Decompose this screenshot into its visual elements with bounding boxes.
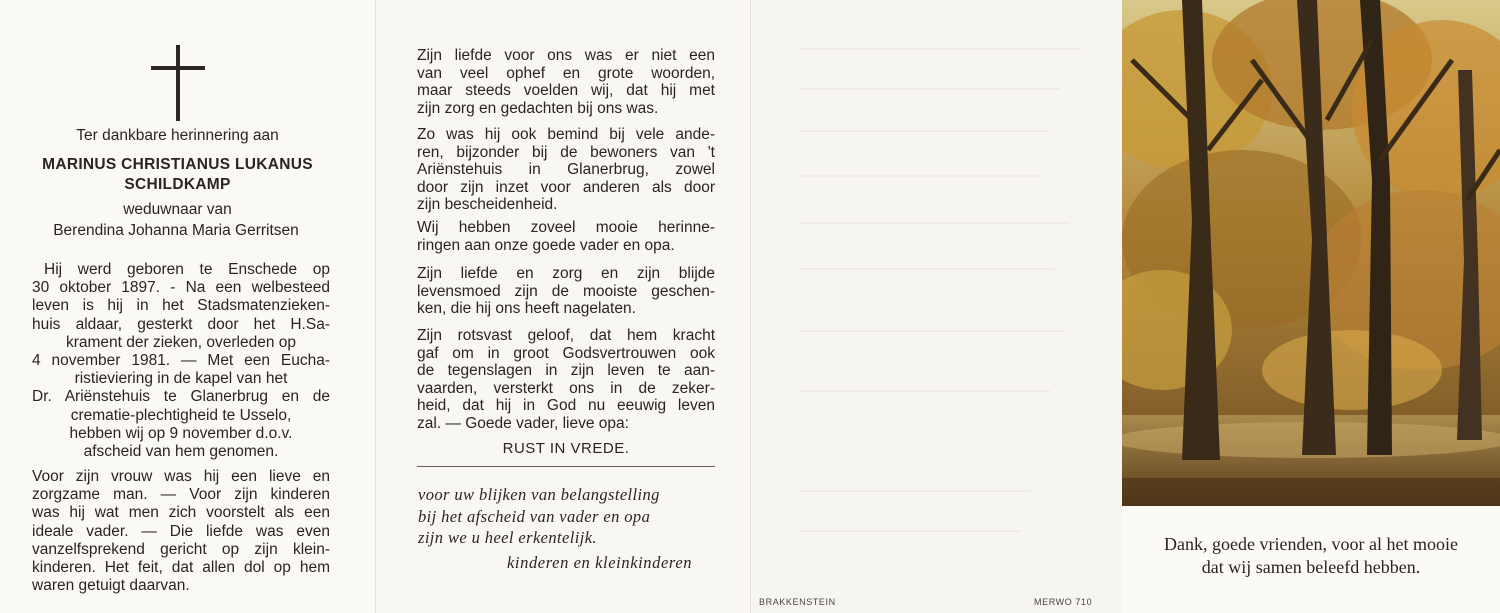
text-line: ken, die hij ons heeft nagelaten. xyxy=(417,300,636,318)
bio-line: hebben wij op 9 november d.o.v. xyxy=(69,424,293,442)
text-line: door zijn inzet voor anderen als door xyxy=(417,178,715,196)
text-line: de tegenslagen in zijn leven te aan- xyxy=(417,362,715,380)
caption-line: dat wij samen beleefd hebben. xyxy=(1201,557,1421,577)
middle-paragraph-2 xyxy=(417,126,715,214)
family-line: kinderen. Het feit, dat allen dol op hem xyxy=(32,558,330,576)
text-line: vaarden, versterkt ons in de zeker- xyxy=(417,379,715,397)
family-line: was hij wat men zich voorstelt als een xyxy=(32,504,330,522)
photo-caption xyxy=(1122,533,1500,579)
text-line: zal. — Goede vader, lieve opa: xyxy=(417,414,629,432)
family-line: ideale vader. — Die liefde was even xyxy=(32,522,330,540)
autumn-forest-photo xyxy=(1122,0,1500,506)
text-line: zijn bescheidenheid. xyxy=(417,196,558,214)
bio-line: Dr. Ariënstehuis te Glanerbrug en de xyxy=(32,388,330,406)
thanks-line: voor uw blijken van belangstelling xyxy=(418,485,660,504)
text-line: maar steeds voelden wij, dat hij met xyxy=(417,82,715,100)
family-paragraph xyxy=(32,468,330,595)
bio-line: huis aldaar, gesterkt door het H.Sa- xyxy=(32,315,330,333)
text-line: zijn zorg en gedachten bij ons was. xyxy=(417,99,659,117)
text-line: Zijn liefde en zorg en zijn blijde xyxy=(417,265,715,282)
text-line: van veel ophef en grote woorden, xyxy=(417,64,715,82)
text-line: heid, dat hij in God nu eeuwig leven xyxy=(417,397,715,415)
spouse-name: Berendina Johanna Maria Gerritsen xyxy=(53,222,299,239)
deceased-name-line1: MARINUS CHRISTIANUS LUKANUS xyxy=(42,156,313,173)
text-line: gaf om in groot Godsvertrouwen ook xyxy=(417,344,715,362)
relation-text: weduwnaar van xyxy=(123,201,232,218)
middle-paragraph-3 xyxy=(417,219,715,254)
fold-line xyxy=(750,0,751,613)
thanks-line: bij het afscheid van vader en opa xyxy=(418,506,651,526)
deceased-name-line2: SCHILDKAMP xyxy=(124,176,231,193)
bio-line: krament der zieken, overleden op xyxy=(65,333,297,351)
text-line: ringen aan onze goede vader en opa. xyxy=(417,236,675,254)
caption-line: Dank, goede vrienden, voor al het mooie xyxy=(1164,534,1458,554)
bio-line: leven is hij in het Stadsmatenzieken- xyxy=(32,297,330,315)
signature-text: kinderen en kleinkinderen xyxy=(507,553,693,572)
thanks-line: zijn we u heel erkentelijk. xyxy=(418,528,597,547)
bio-line: afscheid van hem genomen. xyxy=(83,442,279,460)
family-line: vanzelfsprekend gericht op zijn klein- xyxy=(32,540,330,558)
text-line: levensmoed zijn de mooiste geschen- xyxy=(417,282,715,300)
back-card-panel xyxy=(750,0,1122,613)
family-line: waren getuigt daarvan. xyxy=(32,577,190,595)
biography-paragraph xyxy=(32,261,330,461)
bio-line: crematie-plechtigheid te Usselo, xyxy=(70,406,292,424)
family-line: zorgzame man. — Voor zijn kinderen xyxy=(32,486,330,504)
text-line: ren, bijzonder bij de bewoners van 't xyxy=(417,143,715,161)
family-line: Voor zijn vrouw was hij een lieve en xyxy=(32,468,330,485)
cross-icon xyxy=(151,45,205,121)
text-line: Zijn rotsvast geloof, dat hem kracht xyxy=(417,327,715,344)
text-line: Zijn liefde voor ons was er niet een xyxy=(417,47,715,64)
middle-paragraph-4 xyxy=(417,265,715,318)
bio-line: 30 oktober 1897. - Na een welbesteed xyxy=(32,279,330,297)
rest-in-peace-text: RUST IN VREDE. xyxy=(502,440,630,457)
bio-line: ristieviering in de kapel van het xyxy=(74,370,288,388)
thanks-italic-block xyxy=(418,484,718,549)
middle-paragraph-5 xyxy=(417,327,715,433)
bio-line: 4 november 1981. — Met een Eucha- xyxy=(32,351,330,369)
text-line: Zo was hij ook bemind bij vele ande- xyxy=(417,126,715,143)
text-line: Ariënstehuis in Glanerbrug, zowel xyxy=(417,161,715,179)
divider xyxy=(417,466,715,467)
print-code: MERWO 710 xyxy=(1034,597,1093,607)
printer-name: BRAKKENSTEIN xyxy=(759,597,836,607)
middle-paragraph-1 xyxy=(417,47,715,117)
intro-text: Ter dankbare herinnering aan xyxy=(76,127,279,144)
text-line: Wij hebben zoveel mooie herinne- xyxy=(417,219,715,236)
bio-line: Hij werd geboren te Enschede op xyxy=(44,261,330,278)
fold-line xyxy=(375,0,376,613)
